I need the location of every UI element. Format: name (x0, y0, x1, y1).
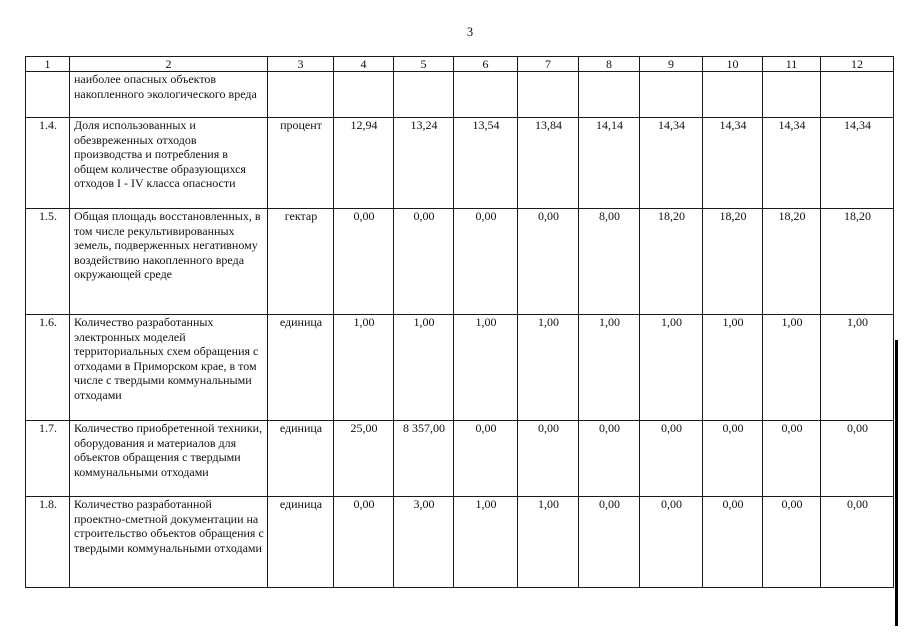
row-number: 1.5. (26, 209, 70, 315)
indicator-value: 0,00 (334, 209, 394, 315)
indicator-value: 8,00 (579, 209, 640, 315)
indicator-value: 0,00 (454, 421, 518, 497)
indicator-value: 1,00 (454, 315, 518, 421)
indicator-value: 0,00 (518, 209, 579, 315)
indicator-value (703, 72, 763, 118)
column-header: 8 (579, 57, 640, 72)
indicator-name: Количество приобретенной техники, оборудования и материалов для объектов обращения с твердыми коммунальными отходами (70, 421, 268, 497)
indicator-value: 1,00 (518, 315, 579, 421)
table-row (26, 118, 894, 209)
unit-of-measure: единица (268, 421, 334, 497)
column-header: 2 (70, 57, 268, 72)
column-header: 7 (518, 57, 579, 72)
column-number-row (26, 57, 894, 72)
column-header: 11 (763, 57, 821, 72)
indicator-value: 0,00 (640, 421, 703, 497)
indicator-name: наиболее опасных объектов накопленного экологического вреда (70, 72, 268, 118)
indicator-value: 0,00 (703, 421, 763, 497)
indicator-value (763, 72, 821, 118)
indicator-value: 13,84 (518, 118, 579, 209)
unit-of-measure (268, 72, 334, 118)
indicator-value: 18,20 (703, 209, 763, 315)
indicator-value: 0,00 (518, 421, 579, 497)
indicator-value: 1,00 (579, 315, 640, 421)
column-header: 4 (334, 57, 394, 72)
indicator-value (454, 72, 518, 118)
unit-of-measure: гектар (268, 209, 334, 315)
indicator-value: 1,00 (334, 315, 394, 421)
indicators-table (25, 56, 894, 588)
margin-rule (895, 340, 898, 626)
unit-of-measure: процент (268, 118, 334, 209)
table-row (26, 72, 894, 118)
column-header: 9 (640, 57, 703, 72)
table-row (26, 497, 894, 588)
indicator-value: 0,00 (763, 421, 821, 497)
indicator-value: 1,00 (703, 315, 763, 421)
indicator-value: 12,94 (334, 118, 394, 209)
indicator-name: Общая площадь восстановленных, в том числе рекультивированных земель, подверженных негативному воздействию накопленного вреда окружающей среде (70, 209, 268, 315)
indicator-value: 14,34 (763, 118, 821, 209)
table-body (26, 57, 894, 588)
indicator-name: Доля использованных и обезвреженных отходов производства и потребления в общем количестве образующихся отходов I - IV класса опасности (70, 118, 268, 209)
indicator-value: 0,00 (579, 421, 640, 497)
indicator-value (640, 72, 703, 118)
indicator-value: 0,00 (579, 497, 640, 588)
indicator-value: 1,00 (640, 315, 703, 421)
indicator-value: 25,00 (334, 421, 394, 497)
indicator-value: 0,00 (821, 421, 894, 497)
column-header: 6 (454, 57, 518, 72)
indicator-value: 13,24 (394, 118, 454, 209)
column-header: 1 (26, 57, 70, 72)
row-number: 1.6. (26, 315, 70, 421)
indicator-value (579, 72, 640, 118)
column-header: 5 (394, 57, 454, 72)
indicator-value: 18,20 (640, 209, 703, 315)
indicator-value: 14,34 (703, 118, 763, 209)
indicator-value: 18,20 (763, 209, 821, 315)
table-row (26, 421, 894, 497)
indicator-value: 0,00 (640, 497, 703, 588)
indicator-value: 18,20 (821, 209, 894, 315)
indicator-value: 1,00 (454, 497, 518, 588)
row-number: 1.4. (26, 118, 70, 209)
column-header: 10 (703, 57, 763, 72)
indicator-value (821, 72, 894, 118)
indicator-value: 14,14 (579, 118, 640, 209)
indicator-value: 0,00 (394, 209, 454, 315)
indicator-name: Количество разработанных электронных моделей территориальных схем обращения с отходами в Приморском крае, в том числе с твердыми коммунальными отходами (70, 315, 268, 421)
column-header: 3 (268, 57, 334, 72)
indicator-value (334, 72, 394, 118)
table-row (26, 315, 894, 421)
unit-of-measure: единица (268, 315, 334, 421)
indicator-value: 0,00 (334, 497, 394, 588)
table-row (26, 209, 894, 315)
indicator-value: 0,00 (763, 497, 821, 588)
indicator-value: 3,00 (394, 497, 454, 588)
indicator-value: 13,54 (454, 118, 518, 209)
indicator-value: 0,00 (821, 497, 894, 588)
indicator-value (394, 72, 454, 118)
unit-of-measure: единица (268, 497, 334, 588)
indicator-value: 14,34 (640, 118, 703, 209)
indicator-value: 0,00 (454, 209, 518, 315)
row-number (26, 72, 70, 118)
indicator-value: 1,00 (394, 315, 454, 421)
indicator-value: 0,00 (703, 497, 763, 588)
indicator-value: 14,34 (821, 118, 894, 209)
row-number: 1.8. (26, 497, 70, 588)
column-header: 12 (821, 57, 894, 72)
row-number: 1.7. (26, 421, 70, 497)
indicator-value: 1,00 (518, 497, 579, 588)
indicator-value: 1,00 (763, 315, 821, 421)
page-number: 3 (466, 25, 474, 39)
indicator-name: Количество разработанной проектно-сметной документации на строительство объектов обращения с твердыми коммунальными отходами (70, 497, 268, 588)
indicator-value (518, 72, 579, 118)
indicator-value: 1,00 (821, 315, 894, 421)
indicator-value: 8 357,00 (394, 421, 454, 497)
